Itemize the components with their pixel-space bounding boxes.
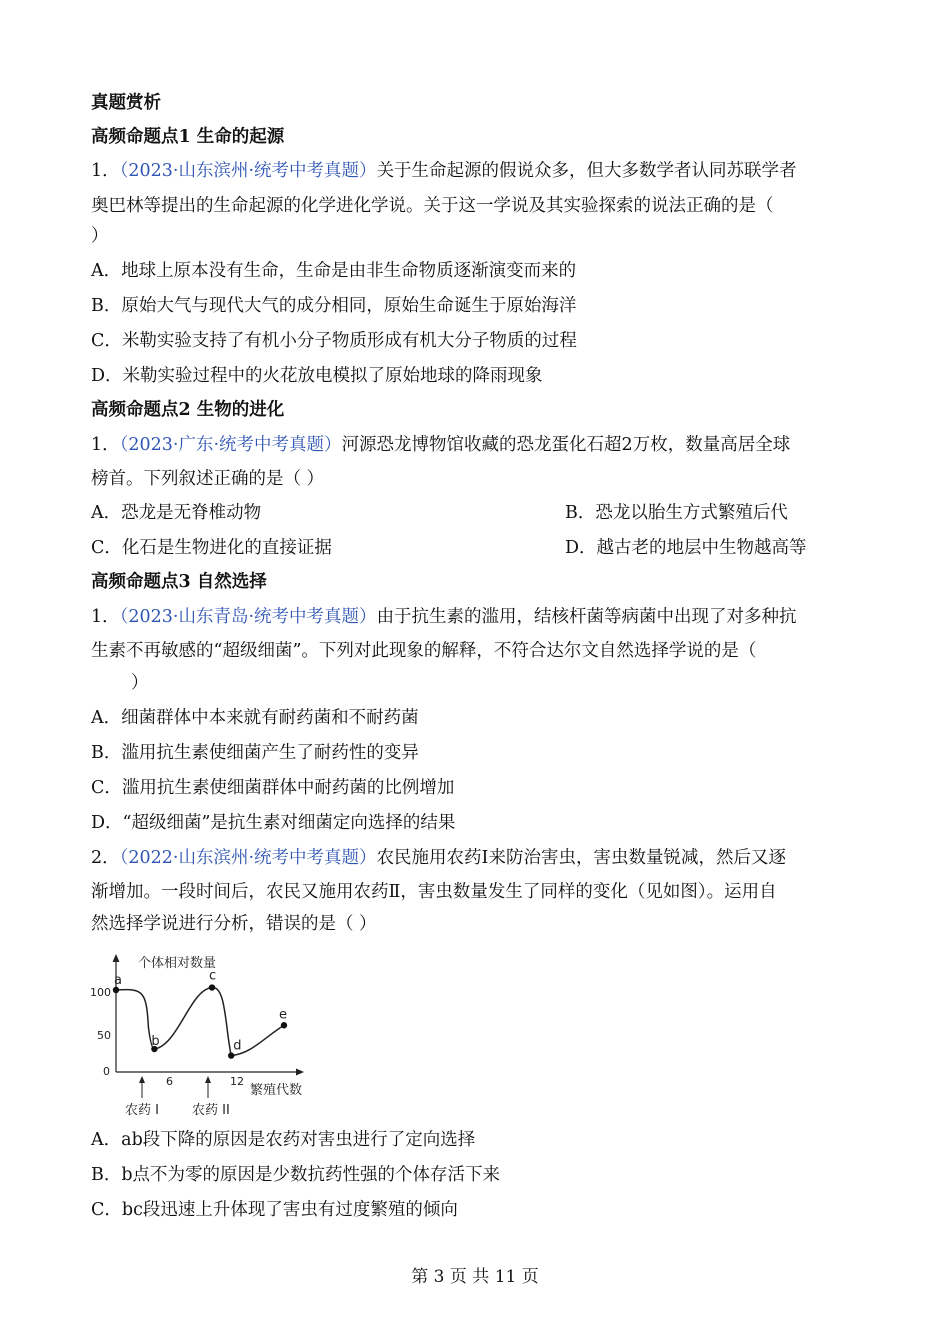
point-label-c: c (209, 968, 217, 984)
s2-q1-option-a: A．恐龙是无脊椎动物 (91, 503, 262, 523)
s1-q1-option-b: B．原始大气与现代大气的成分相同，原始生命诞生于原始海洋 (91, 296, 577, 316)
question-number: 1． (91, 435, 120, 455)
pesticide1-arrow-head (139, 1076, 145, 1083)
s3-q1-stem-line3: ） (131, 673, 149, 693)
section3-title: 高频命题点3 自然选择 (91, 572, 267, 592)
pesticide2-label: 农药 II (192, 1103, 230, 1118)
x-tick-label: 6 (166, 1075, 173, 1088)
s2-q1-options-row2 (91, 535, 858, 561)
pest-population-chart (88, 950, 328, 1120)
s3-q2-stem-line1 (91, 845, 858, 871)
s3-q2-stem-line2: 渐增加。一段时间后，农民又施用农药Ⅱ，害虫数量发生了同样的变化（见如图）。运用自 (91, 882, 777, 902)
section2-title: 高频命题点2 生物的进化 (91, 400, 285, 420)
s1-q1-stem-line2: 奥巴林等提出的生命起源的化学进化学说。关于这一学说及其实验探索的说法正确的是（ (91, 196, 774, 216)
s2-q1-option-c: C．化石是生物进化的直接证据 (91, 538, 332, 558)
question-number: 1． (91, 161, 120, 181)
page-footer: 第 3 页 共 11 页 (411, 1267, 539, 1287)
question-stem: 由于抗生素的滥用，结核杆菌等病菌中出现了对多种抗 (376, 607, 797, 627)
point-label-b: b (151, 1034, 160, 1050)
s3-q2-stem-line3: 然选择学说进行分析，错误的是（ ） (91, 914, 377, 934)
s3-q1-option-d: D．“超级细菌”是抗生素对细菌定向选择的结果 (91, 813, 456, 833)
s1-q1-option-a: A．地球上原本没有生命，生命是由非生命物质逐渐演变而来的 (91, 261, 577, 281)
point-label-e: e (279, 1007, 287, 1023)
data-point-e (281, 1022, 287, 1028)
s1-q1-option-c: C．米勒实验支持了有机小分子物质形成有机大分子物质的过程 (91, 331, 577, 351)
s3-q1-option-b: B．滥用抗生素使细菌产生了耐药性的变异 (91, 743, 419, 763)
point-label-a: a (114, 973, 122, 988)
s3-q2-option-b: B．b点不为零的原因是少数抗药性强的个体存活下来 (91, 1165, 501, 1185)
y-tick-label: 50 (97, 1029, 111, 1042)
pesticide1-label: 农药 I (125, 1103, 159, 1118)
section1-title: 高频命题点1 生命的起源 (91, 127, 285, 147)
s3-q1-option-a: A．细菌群体中本来就有耐药菌和不耐药菌 (91, 708, 419, 728)
pesticide2-arrow-head (205, 1076, 211, 1083)
s1-q1-stem-line3: ） (91, 226, 109, 246)
y-axis-label: 个体相对数量 (138, 956, 217, 971)
question-number: 2． (91, 848, 120, 868)
s1-q1-stem-line1 (91, 158, 858, 184)
x-axis-arrow (296, 1069, 304, 1076)
question-stem: 河源恐龙博物馆收藏的恐龙蛋化石超2万枚，数量高居全球 (341, 435, 791, 455)
question-source: （2023·山东滨州·统考中考真题） (119, 161, 377, 181)
s2-q1-stem-line2: 榜首。下列叙述正确的是（ ） (91, 469, 325, 489)
s1-q1-option-d: D．米勒实验过程中的火花放电模拟了原始地球的降雨现象 (91, 366, 543, 386)
question-stem: 农民施用农药Ⅰ来防治害虫，害虫数量锐减，然后又逐 (376, 848, 786, 868)
s2-q1-option-d: D．越古老的地层中生物越高等 (565, 538, 807, 558)
question-stem: 关于生命起源的假说众多，但大多数学者认同苏联学者 (376, 161, 797, 181)
question-source: （2023·广东·统考中考真题） (119, 435, 342, 455)
s3-q1-stem-line2: 生素不再敏感的“超级细菌”。下列对此现象的解释，不符合达尔文自然选择学说的是（ (91, 641, 757, 661)
y-tick-label: 0 (103, 1065, 110, 1078)
x-tick-label: 12 (230, 1075, 244, 1088)
s3-q1-option-c: C．滥用抗生素使细菌群体中耐药菌的比例增加 (91, 778, 455, 798)
page-heading: 真题赏析 (91, 93, 161, 113)
point-label-d: d (233, 1038, 242, 1054)
s3-q2-option-c: C．bc段迅速上升体现了害虫有过度繁殖的倾向 (91, 1200, 458, 1220)
y-tick-label: 100 (90, 986, 111, 999)
question-source: （2022·山东滨州·统考中考真题） (119, 848, 377, 868)
s2-q1-stem-line1 (91, 432, 858, 458)
population-curve (116, 987, 284, 1055)
s2-q1-option-b: B．恐龙以胎生方式繁殖后代 (565, 503, 788, 523)
x-axis-label: 繁殖代数 (250, 1083, 303, 1098)
y-axis-arrow (113, 954, 120, 962)
s3-q2-option-a: A．ab段下降的原因是农药对害虫进行了定向选择 (91, 1130, 476, 1150)
s3-q1-stem-line1 (91, 604, 858, 630)
data-point-c (209, 984, 215, 990)
question-source: （2023·山东青岛·统考中考真题） (119, 607, 377, 627)
question-number: 1． (91, 607, 120, 627)
s2-q1-options-row1 (91, 500, 858, 526)
